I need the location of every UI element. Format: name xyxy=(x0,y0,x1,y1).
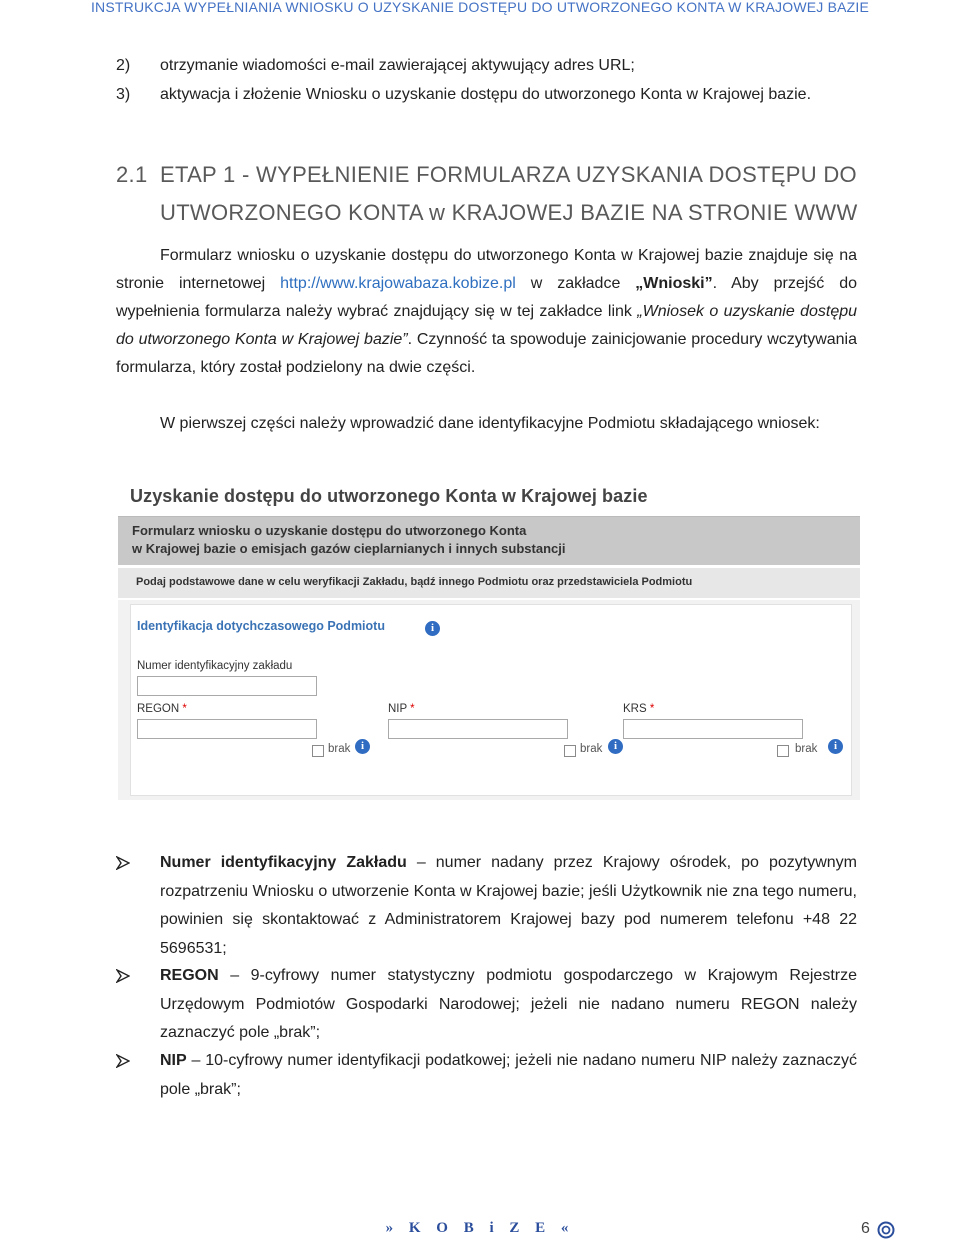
identification-panel xyxy=(130,604,852,796)
info-icon[interactable]: i xyxy=(828,739,843,754)
bullet-desc: – numer nadany przez Krajowy ośrodek, po pozytywnym rozpatrzeniu Wniosku o utworzenie Konta w Krajowej bazie; jeśli Użytkownik nie zna tego numeru, powinien się skontaktować z Administratorem Krajowej bazy pod numerem telefonu +48 22 5696531; xyxy=(160,854,857,957)
list-item-number: 3) xyxy=(116,86,131,103)
section-number: 2.1 xyxy=(116,162,148,187)
para-text: w zakładce xyxy=(515,275,636,292)
regon-input[interactable] xyxy=(137,719,317,739)
arrow-bullet-icon xyxy=(116,849,132,870)
para-text: W pierwszej części należy wprowadzić dane identyfikacyjne Podmiotu składającego wniosek: xyxy=(160,415,820,432)
regon-label-text: REGON xyxy=(137,703,180,715)
number-input[interactable] xyxy=(137,676,317,696)
bullet-term: NIP xyxy=(160,1052,187,1069)
section-title: ETAP 1 - WYPEŁNIENIE FORMULARZA UZYSKANIA DOSTĘPU DO UTWORZONEGO KONTA w KRAJOWEJ BAZIE NA STRONIE WWW xyxy=(160,162,858,225)
required-mark: * xyxy=(649,703,655,715)
website-link[interactable]: http://www.krajowabaza.kobize.pl xyxy=(280,275,516,292)
brak-label: brak xyxy=(328,743,351,755)
form-header-line: Formularz wniosku o uzyskanie dostępu do utworzonego Konta xyxy=(132,523,527,538)
nip-label xyxy=(388,703,415,715)
kobize-logo-icon xyxy=(877,1221,895,1244)
arrow-bullet-icon xyxy=(116,1047,132,1068)
bullet-term: REGON xyxy=(160,967,219,984)
nip-label-text: NIP xyxy=(388,703,407,715)
list-item-text: otrzymanie wiadomości e-mail zawierającej aktywujący adres URL; xyxy=(160,57,635,74)
form-header-line: w Krajowej bazie o emisjach gazów cieplarnianych i innych substancji xyxy=(132,541,566,556)
page-number: 6 xyxy=(861,1220,870,1237)
para-text: Formularz wniosku o uzyskanie dostępu do utworzonego Konta w Krajowej bazie znajduje się na stronie internetowej xyxy=(116,247,857,292)
paragraph-intro xyxy=(116,242,857,382)
krs-label xyxy=(623,703,654,715)
krs-label-text: KRS xyxy=(623,703,647,715)
brak-label: brak xyxy=(795,743,818,755)
info-icon[interactable]: i xyxy=(608,739,623,754)
panel-title: Identyfikacja dotychczasowego Podmiotu xyxy=(137,619,385,633)
nip-brak-checkbox[interactable] xyxy=(564,745,576,757)
para-text: . Czynność ta spowoduje zainicjowanie procedury wczytywania formularza, który został podzielony na dwie części. xyxy=(116,331,857,376)
arrow-bullet-icon xyxy=(116,962,132,983)
tab-name: „Wnioski” xyxy=(635,275,713,292)
required-mark: * xyxy=(410,703,415,715)
link-title: „Wniosek o uzyskanie dostępu do utworzonego Konta w Krajowej bazie” xyxy=(116,303,858,348)
bullet-text xyxy=(160,1047,857,1104)
list-item-text: aktywacja i złożenie Wniosku o uzyskanie dostępu do utworzonego Konta w Krajowej bazie. xyxy=(160,86,812,103)
running-header: INSTRUKCJA WYPEŁNIANIA WNIOSKU O UZYSKANIE DOSTĘPU DO UTWORZONEGO KONTA W KRAJOWEJ BAZIE xyxy=(90,0,870,15)
form-screenshot xyxy=(118,478,860,800)
nip-input[interactable] xyxy=(388,719,568,739)
bullet-term: Numer identyfikacyjny Zakładu xyxy=(160,854,407,871)
bullet-text xyxy=(160,962,857,1048)
paragraph-identification xyxy=(116,410,857,438)
info-icon[interactable]: i xyxy=(355,739,370,754)
krs-input[interactable] xyxy=(623,719,803,739)
footer-brand: » K O B i Z E « xyxy=(385,1220,575,1236)
info-icon[interactable]: i xyxy=(425,621,440,636)
bullet-desc: – 9-cyfrowy numer statystyczny podmiotu gospodarczego w Krajowym Rejestrze Urzędowym Podmiotów Gospodarki Narodowej; jeżeli nie nadano numeru REGON należy zaznaczyć pole „brak”; xyxy=(160,967,857,1041)
form-body xyxy=(118,600,860,800)
form-info-text: Podaj podstawowe dane w celu weryfikacji Zakładu, bądź innego Podmiotu oraz przedstawiciela Podmiotu xyxy=(136,576,693,588)
regon-label xyxy=(137,703,187,715)
para-text: . Aby przejść do wypełnienia formularza należy wybrać znajdujący się w tej zakładce link xyxy=(116,275,857,320)
brak-label: brak xyxy=(580,743,603,755)
bullet-desc: – 10-cyfrowy numer identyfikacji podatkowej; jeżeli nie nadano numeru NIP należy zaznaczyć pole „brak”; xyxy=(160,1052,857,1098)
bullet-text xyxy=(160,849,857,963)
form-info-bar xyxy=(118,568,860,598)
required-mark: * xyxy=(182,703,187,715)
list-item-number: 2) xyxy=(116,57,131,74)
krs-brak-checkbox[interactable] xyxy=(777,745,789,757)
form-page-title: Uzyskanie dostępu do utworzonego Konta w Krajowej bazie xyxy=(130,486,648,506)
regon-brak-checkbox[interactable] xyxy=(312,745,324,757)
form-header-bar xyxy=(118,516,860,565)
number-label: Numer identyfikacyjny zakładu xyxy=(137,660,293,672)
